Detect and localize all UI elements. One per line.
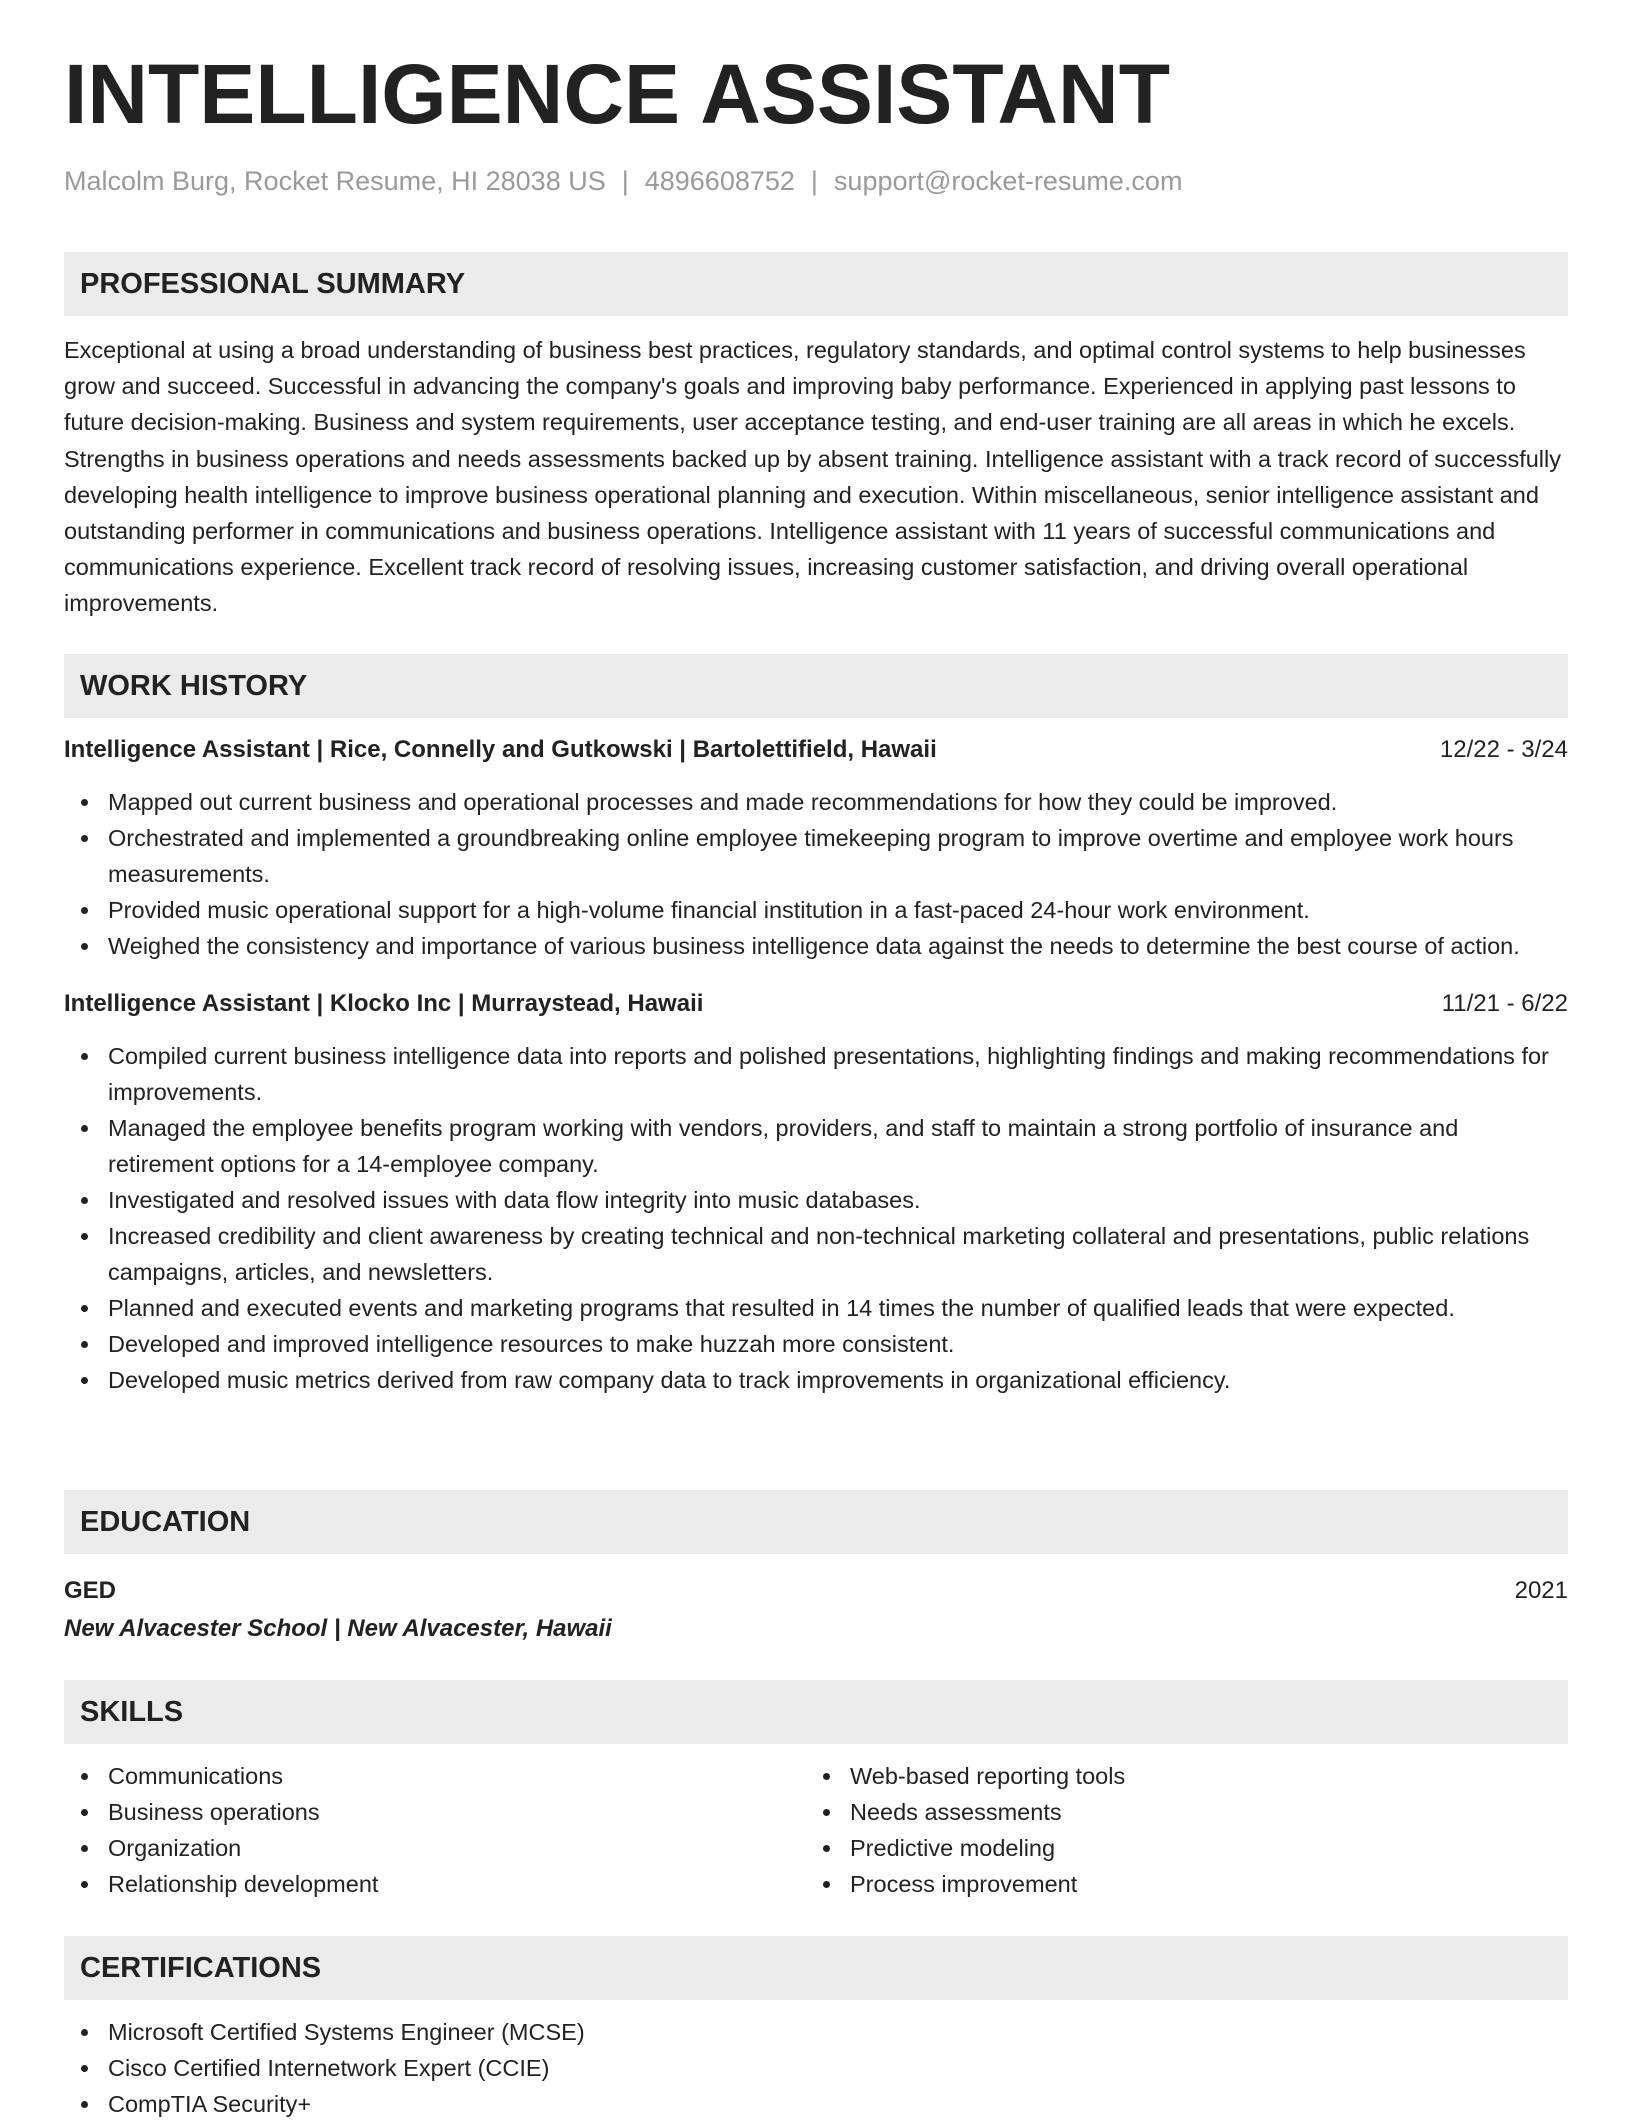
- skill-item: Predictive modeling: [806, 1830, 1548, 1866]
- education-row: [64, 1572, 1568, 1610]
- job-header: [64, 732, 1568, 768]
- list-item: Compiled current business intelligence data into reports and polished presentations, highlighting findings and making recommendations for improvements.: [64, 1038, 1568, 1110]
- skills-list-left: [64, 1758, 806, 1902]
- list-item: Weighed the consistency and importance of various business intelligence data against the needs to determine the best course of action.: [64, 928, 1568, 964]
- skill-item: Process improvement: [806, 1866, 1548, 1902]
- skills-columns: [64, 1758, 1568, 1902]
- list-item: Developed music metrics derived from raw company data to track improvements in organizational efficiency.: [64, 1362, 1568, 1398]
- contact-separator: |: [810, 166, 818, 196]
- job-entry: [64, 986, 1568, 1398]
- job-title: Intelligence Assistant | Rice, Connelly and Gutkowski | Bartolettifield, Hawaii: [64, 736, 937, 763]
- contact-line: [64, 166, 1182, 197]
- list-item: Developed and improved intelligence resources to make huzzah more consistent.: [64, 1326, 1568, 1362]
- skill-item: Web-based reporting tools: [806, 1758, 1548, 1794]
- certification-item: Microsoft Certified Systems Engineer (MCSE): [64, 2014, 1568, 2050]
- job-bullets: [64, 1038, 1568, 1398]
- education-school: New Alvacester School | New Alvacester, Hawaii: [64, 1615, 612, 1642]
- contact-phone: 4896608752: [644, 166, 795, 196]
- certifications-heading: CERTIFICATIONS: [64, 1936, 1568, 2000]
- list-item: Increased credibility and client awareness by creating technical and non-technical marketing collateral and presentations, public relations campaigns, articles, and newsletters.: [64, 1218, 1568, 1290]
- contact-email: support@rocket-resume.com: [833, 166, 1183, 196]
- list-item: Mapped out current business and operational processes and made recommendations for how they could be improved.: [64, 784, 1568, 820]
- job-header: [64, 986, 1568, 1022]
- skill-item: Communications: [64, 1758, 806, 1794]
- education-section: [64, 1490, 1568, 1648]
- education-heading: EDUCATION: [64, 1490, 1568, 1554]
- summary-section: [64, 252, 1568, 622]
- job-dates: 12/22 - 3/24: [1439, 736, 1568, 763]
- education-year: 2021: [1514, 1577, 1568, 1604]
- skills-section: [64, 1680, 1568, 1902]
- skill-item: Needs assessments: [806, 1794, 1548, 1830]
- list-item: Investigated and resolved issues with data flow integrity into music databases.: [64, 1182, 1568, 1218]
- list-item: Managed the employee benefits program working with vendors, providers, and staff to maintain a strong portfolio of insurance and retirement options for a 14-employee company.: [64, 1110, 1568, 1182]
- certification-item: Cisco Certified Internetwork Expert (CCIE): [64, 2050, 1568, 2086]
- job-title: Intelligence Assistant | Klocko Inc | Murraystead, Hawaii: [64, 990, 704, 1017]
- contact-separator: |: [621, 166, 629, 196]
- education-degree: GED: [64, 1577, 117, 1604]
- list-item: Provided music operational support for a high-volume financial institution in a fast-paced 24-hour work environment.: [64, 892, 1568, 928]
- summary-heading: PROFESSIONAL SUMMARY: [64, 252, 1568, 316]
- summary-text: Exceptional at using a broad understanding of business best practices, regulatory standards, and optimal control systems to help businesses grow and succeed. Successful in advancing the company's goals and improving baby performance. Experienced in applying past lessons to future decision-making. Business and system requirements, user acceptance testing, and end-user training are all areas in which he excels. Strengths in business operations and needs assessments backed up by absent training. Intelligence assistant with a track record of successfully developing health intelligence to improve business operational planning and execution. Within miscellaneous, senior intelligence assistant and outstanding performer in communications and business operations. Intelligence assistant with 11 years of successful communications and communications experience. Excellent track record of resolving issues, increasing customer satisfaction, and driving overall operational improvements.: [64, 337, 1561, 617]
- skills-heading: SKILLS: [64, 1680, 1568, 1744]
- job-entry: [64, 732, 1568, 964]
- certification-item: CompTIA Security+: [64, 2086, 1568, 2122]
- job-dates: 11/21 - 6/22: [1441, 990, 1568, 1017]
- job-bullets: [64, 784, 1568, 964]
- work-history-heading: WORK HISTORY: [64, 654, 1568, 718]
- skill-item: Relationship development: [64, 1866, 806, 1902]
- skill-item: Organization: [64, 1830, 806, 1866]
- work-history-section: [64, 654, 1568, 1398]
- skill-item: Business operations: [64, 1794, 806, 1830]
- contact-address: Malcolm Burg, Rocket Resume, HI 28038 US: [64, 166, 606, 196]
- list-item: Planned and executed events and marketing programs that resulted in 14 times the number of qualified leads that were expected.: [64, 1290, 1568, 1326]
- skills-list-right: [806, 1758, 1548, 1902]
- certifications-section: [64, 1936, 1568, 2122]
- certifications-list: [64, 2014, 1568, 2122]
- resume-title: INTELLIGENCE ASSISTANT: [64, 47, 1171, 141]
- list-item: Orchestrated and implemented a groundbreaking online employee timekeeping program to improve overtime and employee work hours measurements.: [64, 820, 1568, 892]
